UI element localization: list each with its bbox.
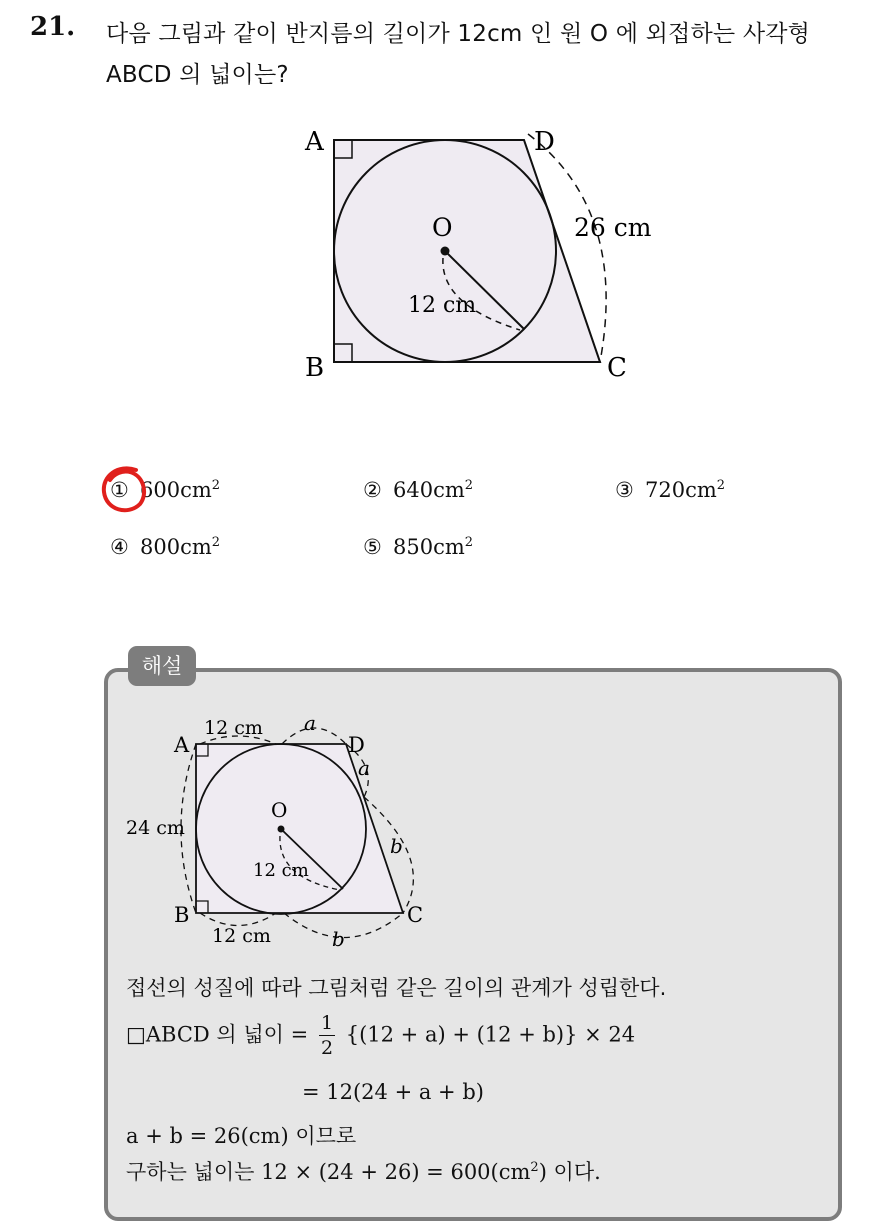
answer-circle-mark xyxy=(96,462,156,522)
sol-trapezoid xyxy=(196,744,403,913)
choice-4[interactable]: ④ $800cm^2$ xyxy=(110,535,221,559)
solution-figure xyxy=(0,710,884,950)
sol-radius-len: 12 cm xyxy=(253,860,309,881)
choice-2[interactable]: ② $640cm^2$ xyxy=(363,478,474,502)
solution-tab: 해설 xyxy=(128,646,196,686)
solution-line3: = 12(24 + a + b) xyxy=(302,1080,484,1104)
label-radius: 12 cm xyxy=(408,293,477,318)
solution-line4: a + b = 26(cm) 이므로 xyxy=(126,1124,357,1148)
choice-1-mark: ① xyxy=(110,478,129,502)
sol-side-a: a xyxy=(358,756,370,780)
sol-label-o: O xyxy=(271,798,288,822)
label-c: C xyxy=(607,353,627,383)
sol-label-a: A xyxy=(174,733,190,757)
question-text-line2: ABCD 의 넓이는? xyxy=(106,62,289,88)
sol-left-len: 24 cm xyxy=(126,817,185,839)
sol-bottom-b: b xyxy=(332,927,345,950)
sol-dash-bottom-left xyxy=(200,913,276,926)
solution-line5: 구하는 넓이는 $12 \times (24 + 26) = 600(cm^2)$ 이다. xyxy=(126,1160,601,1184)
trapezoid-abcd xyxy=(334,140,600,362)
sol-label-c: C xyxy=(407,903,424,927)
solution-line1: 접선의 성질에 따라 그림처럼 같은 길이의 관계가 성립한다. xyxy=(126,976,667,1000)
sol-top-a: a xyxy=(304,711,316,735)
label-a: A xyxy=(305,127,324,157)
label-side-length: 26 cm xyxy=(574,213,652,242)
choice-3[interactable]: ③ $720cm^2$ xyxy=(615,478,726,502)
sol-side-b: b xyxy=(390,834,403,858)
label-d: D xyxy=(534,127,555,157)
question-text-line1: 다음 그림과 같이 반지름의 길이가 12cm 인 원 O 에 외접하는 사각형 xyxy=(106,21,811,47)
sol-label-d: D xyxy=(348,733,365,757)
sol-top-len: 12 cm xyxy=(204,717,263,739)
choice-1[interactable]: ① $600cm^2$ xyxy=(110,478,221,502)
solution-area-formula: □ABCD 의 넓이 = $\frac{1}{2}$ {(12 + a) + (12 + b)} × 24 xyxy=(126,1012,636,1059)
label-o: O xyxy=(432,213,453,242)
fraction-half: $\frac{1}{2}$ xyxy=(320,1012,334,1059)
label-b: B xyxy=(305,353,325,383)
sol-label-b: B xyxy=(174,903,190,927)
choice-5[interactable]: ⑤ $850cm^2$ xyxy=(363,535,474,559)
sol-bottom-len: 12 cm xyxy=(212,925,271,947)
question-number: 21. xyxy=(30,12,76,42)
